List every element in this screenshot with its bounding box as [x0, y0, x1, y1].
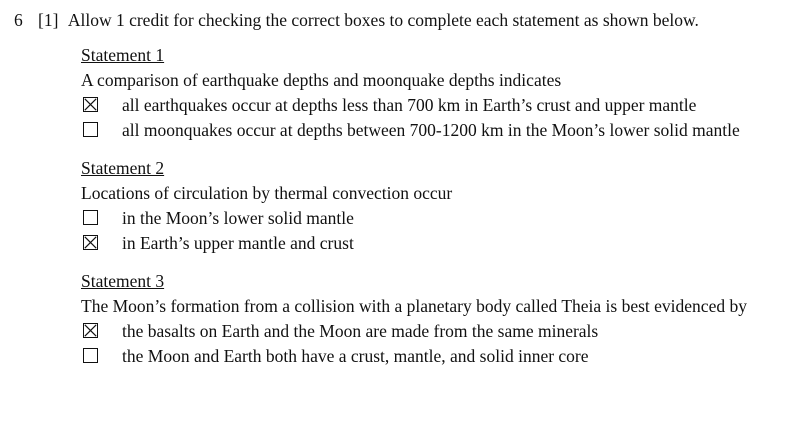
option-text: the Moon and Earth both have a crust, mantle, and solid inner core — [122, 346, 589, 366]
answer-option — [81, 206, 781, 231]
x-mark-icon — [84, 324, 97, 337]
statement-2 — [81, 156, 781, 256]
instruction-text: Allow 1 credit for checking the correct boxes to complete each statement as shown below. — [67, 10, 699, 30]
option-text: all earthquakes occur at depths less than 700 km in Earth’s crust and upper mantle — [122, 95, 697, 115]
option-text: all moonquakes occur at depths between 700-1200 km in the Moon’s lower solid mantle — [122, 120, 740, 140]
option-text: the basalts on Earth and the Moon are made from the same minerals — [122, 321, 599, 341]
statement-prompt: Locations of circulation by thermal convection occur — [81, 183, 453, 203]
answer-option — [81, 118, 781, 143]
checkbox-unchecked[interactable] — [83, 210, 98, 225]
x-mark-icon — [84, 236, 97, 249]
answer-option — [81, 319, 781, 344]
checkbox-checked[interactable] — [83, 235, 98, 250]
answer-option — [81, 344, 781, 369]
statements-list — [81, 43, 781, 382]
checkbox-checked[interactable] — [83, 323, 98, 338]
option-text: in Earth’s upper mantle and crust — [122, 233, 354, 253]
answer-option — [81, 231, 781, 256]
statement-prompt: A comparison of earthquake depths and moonquake depths indicates — [81, 70, 562, 90]
option-text: in the Moon’s lower solid mantle — [122, 208, 354, 228]
credit-value: [1] — [38, 10, 59, 30]
answer-option — [81, 93, 781, 118]
statement-prompt: The Moon’s formation from a collision with a planetary body called Theia is best evidenced by — [81, 296, 747, 316]
question-header — [14, 8, 699, 33]
x-mark-icon — [84, 98, 97, 111]
statement-title: Statement 2 — [81, 158, 165, 178]
checkbox-checked[interactable] — [83, 97, 98, 112]
statement-title: Statement 1 — [81, 45, 165, 65]
checkbox-unchecked[interactable] — [83, 348, 98, 363]
question-number: 6 — [14, 10, 23, 30]
statement-title: Statement 3 — [81, 271, 165, 291]
checkbox-unchecked[interactable] — [83, 122, 98, 137]
statement-1 — [81, 43, 781, 143]
statement-3 — [81, 269, 781, 369]
